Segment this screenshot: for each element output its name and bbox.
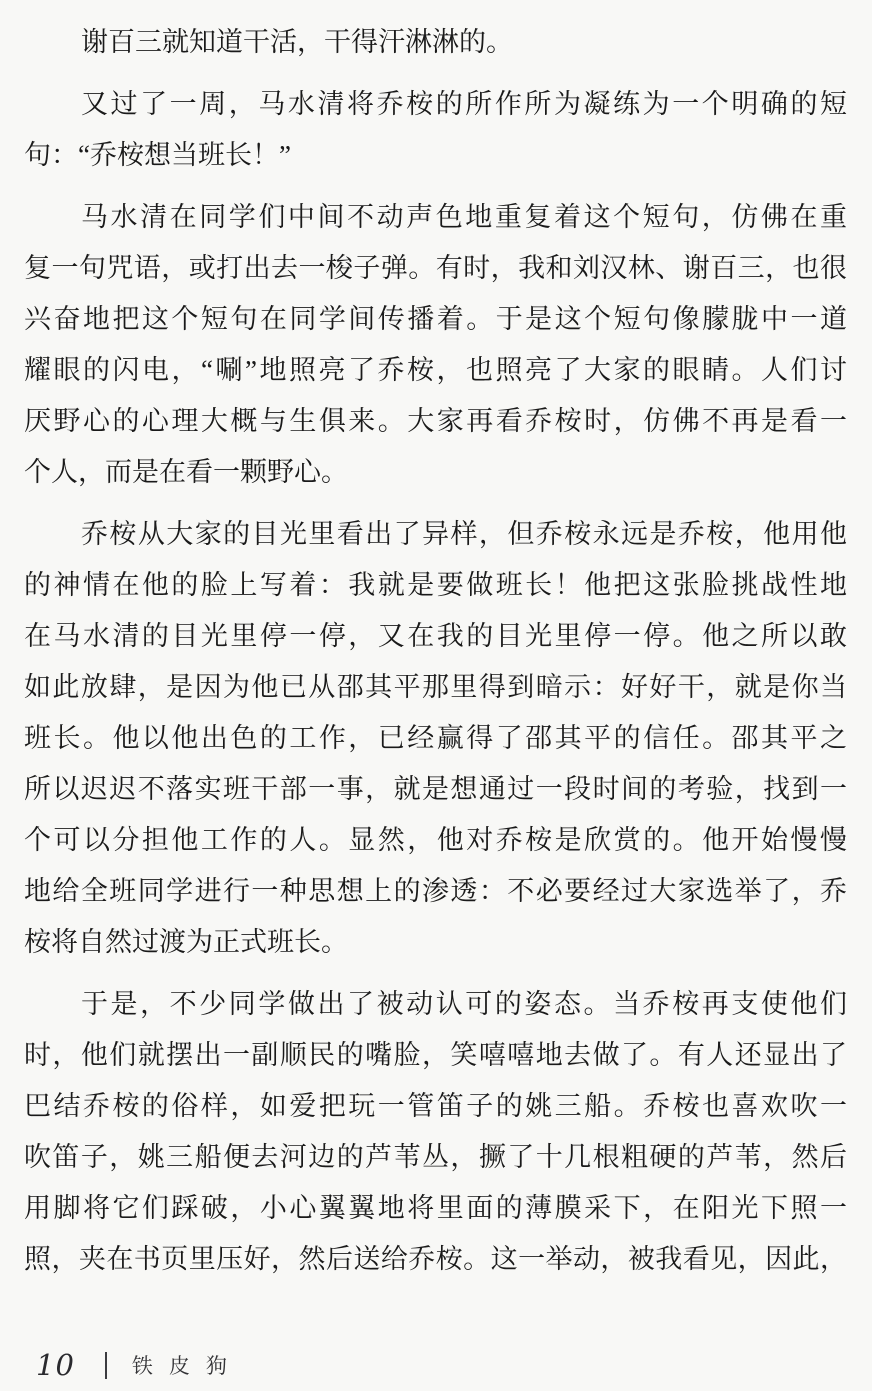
- page-footer: [36, 1347, 847, 1383]
- text-line: 兴奋地把这个短句在同学间传播着。于是这个短句像朦胧中一道: [24, 304, 847, 334]
- text-line: 如此放肆，是因为他已从邵其平那里得到暗示：好好干，就是你当: [24, 672, 847, 702]
- text-line: 个人，而是在看一颗野心。: [24, 457, 348, 487]
- text-line: 地给全班同学进行一种思想上的渗透：不必要经过大家选举了，乔: [24, 876, 847, 906]
- text-line: 吹笛子，姚三船便去河边的芦苇丛，撅了十几根粗硬的芦苇，然后: [24, 1142, 847, 1172]
- text-line: 在马水清的目光里停一停，又在我的目光里停一停。他之所以敢: [24, 621, 847, 651]
- text-line: 复一句咒语，或打出去一梭子弹。有时，我和刘汉林、谢百三，也很: [24, 253, 847, 283]
- text-line: 句：“乔桉想当班长！”: [24, 140, 291, 170]
- text-line: 班长。他以他出色的工作，已经赢得了邵其平的信任。邵其平之: [24, 723, 847, 753]
- footer-separator-bar: [105, 1352, 107, 1379]
- text-line: 马水清在同学们中间不动声色地重复着这个短句，仿佛在重: [81, 202, 847, 232]
- body-text: [24, 17, 847, 1285]
- text-line: 的神情在他的脸上写着：我就是要做班长！他把这张脸挑战性地: [24, 570, 847, 600]
- text-line: 个可以分担他工作的人。显然，他对乔桉是欣赏的。他开始慢慢: [24, 825, 847, 855]
- book-title: 铁皮狗: [131, 1354, 243, 1378]
- text-line: 用脚将它们踩破，小心翼翼地将里面的薄膜采下，在阳光下照一: [24, 1193, 847, 1223]
- text-line: 又过了一周，马水清将乔桉的所作所为凝练为一个明确的短: [81, 89, 847, 119]
- text-line: 于是，不少同学做出了被动认可的姿态。当乔桉再支使他们: [81, 989, 847, 1019]
- text-line: 乔桉从大家的目光里看出了异样，但乔桉永远是乔桉，他用他: [81, 519, 847, 549]
- text-line: 桉将自然过渡为正式班长。: [24, 927, 348, 957]
- text-line: 照，夹在书页里压好，然后送给乔桉。这一举动，被我看见，因此，: [24, 1244, 847, 1274]
- text-line: 厌野心的心理大概与生俱来。大家再看乔桉时，仿佛不再是看一: [24, 406, 847, 436]
- text-line: 谢百三就知道干活，干得汗淋淋的。: [81, 27, 513, 57]
- text-line: 巴结乔桉的俗样，如爱把玩一管笛子的姚三船。乔桉也喜欢吹一: [24, 1091, 847, 1121]
- page-number: 10: [36, 1348, 75, 1382]
- text-line: 时，他们就摆出一副顺民的嘴脸，笑嘻嘻地去做了。有人还显出了: [24, 1040, 847, 1070]
- text-line: 所以迟迟不落实班干部一事，就是想通过一段时间的考验，找到一: [24, 774, 847, 804]
- text-line: 耀眼的闪电，“唰”地照亮了乔桉，也照亮了大家的眼睛。人们讨: [24, 355, 847, 385]
